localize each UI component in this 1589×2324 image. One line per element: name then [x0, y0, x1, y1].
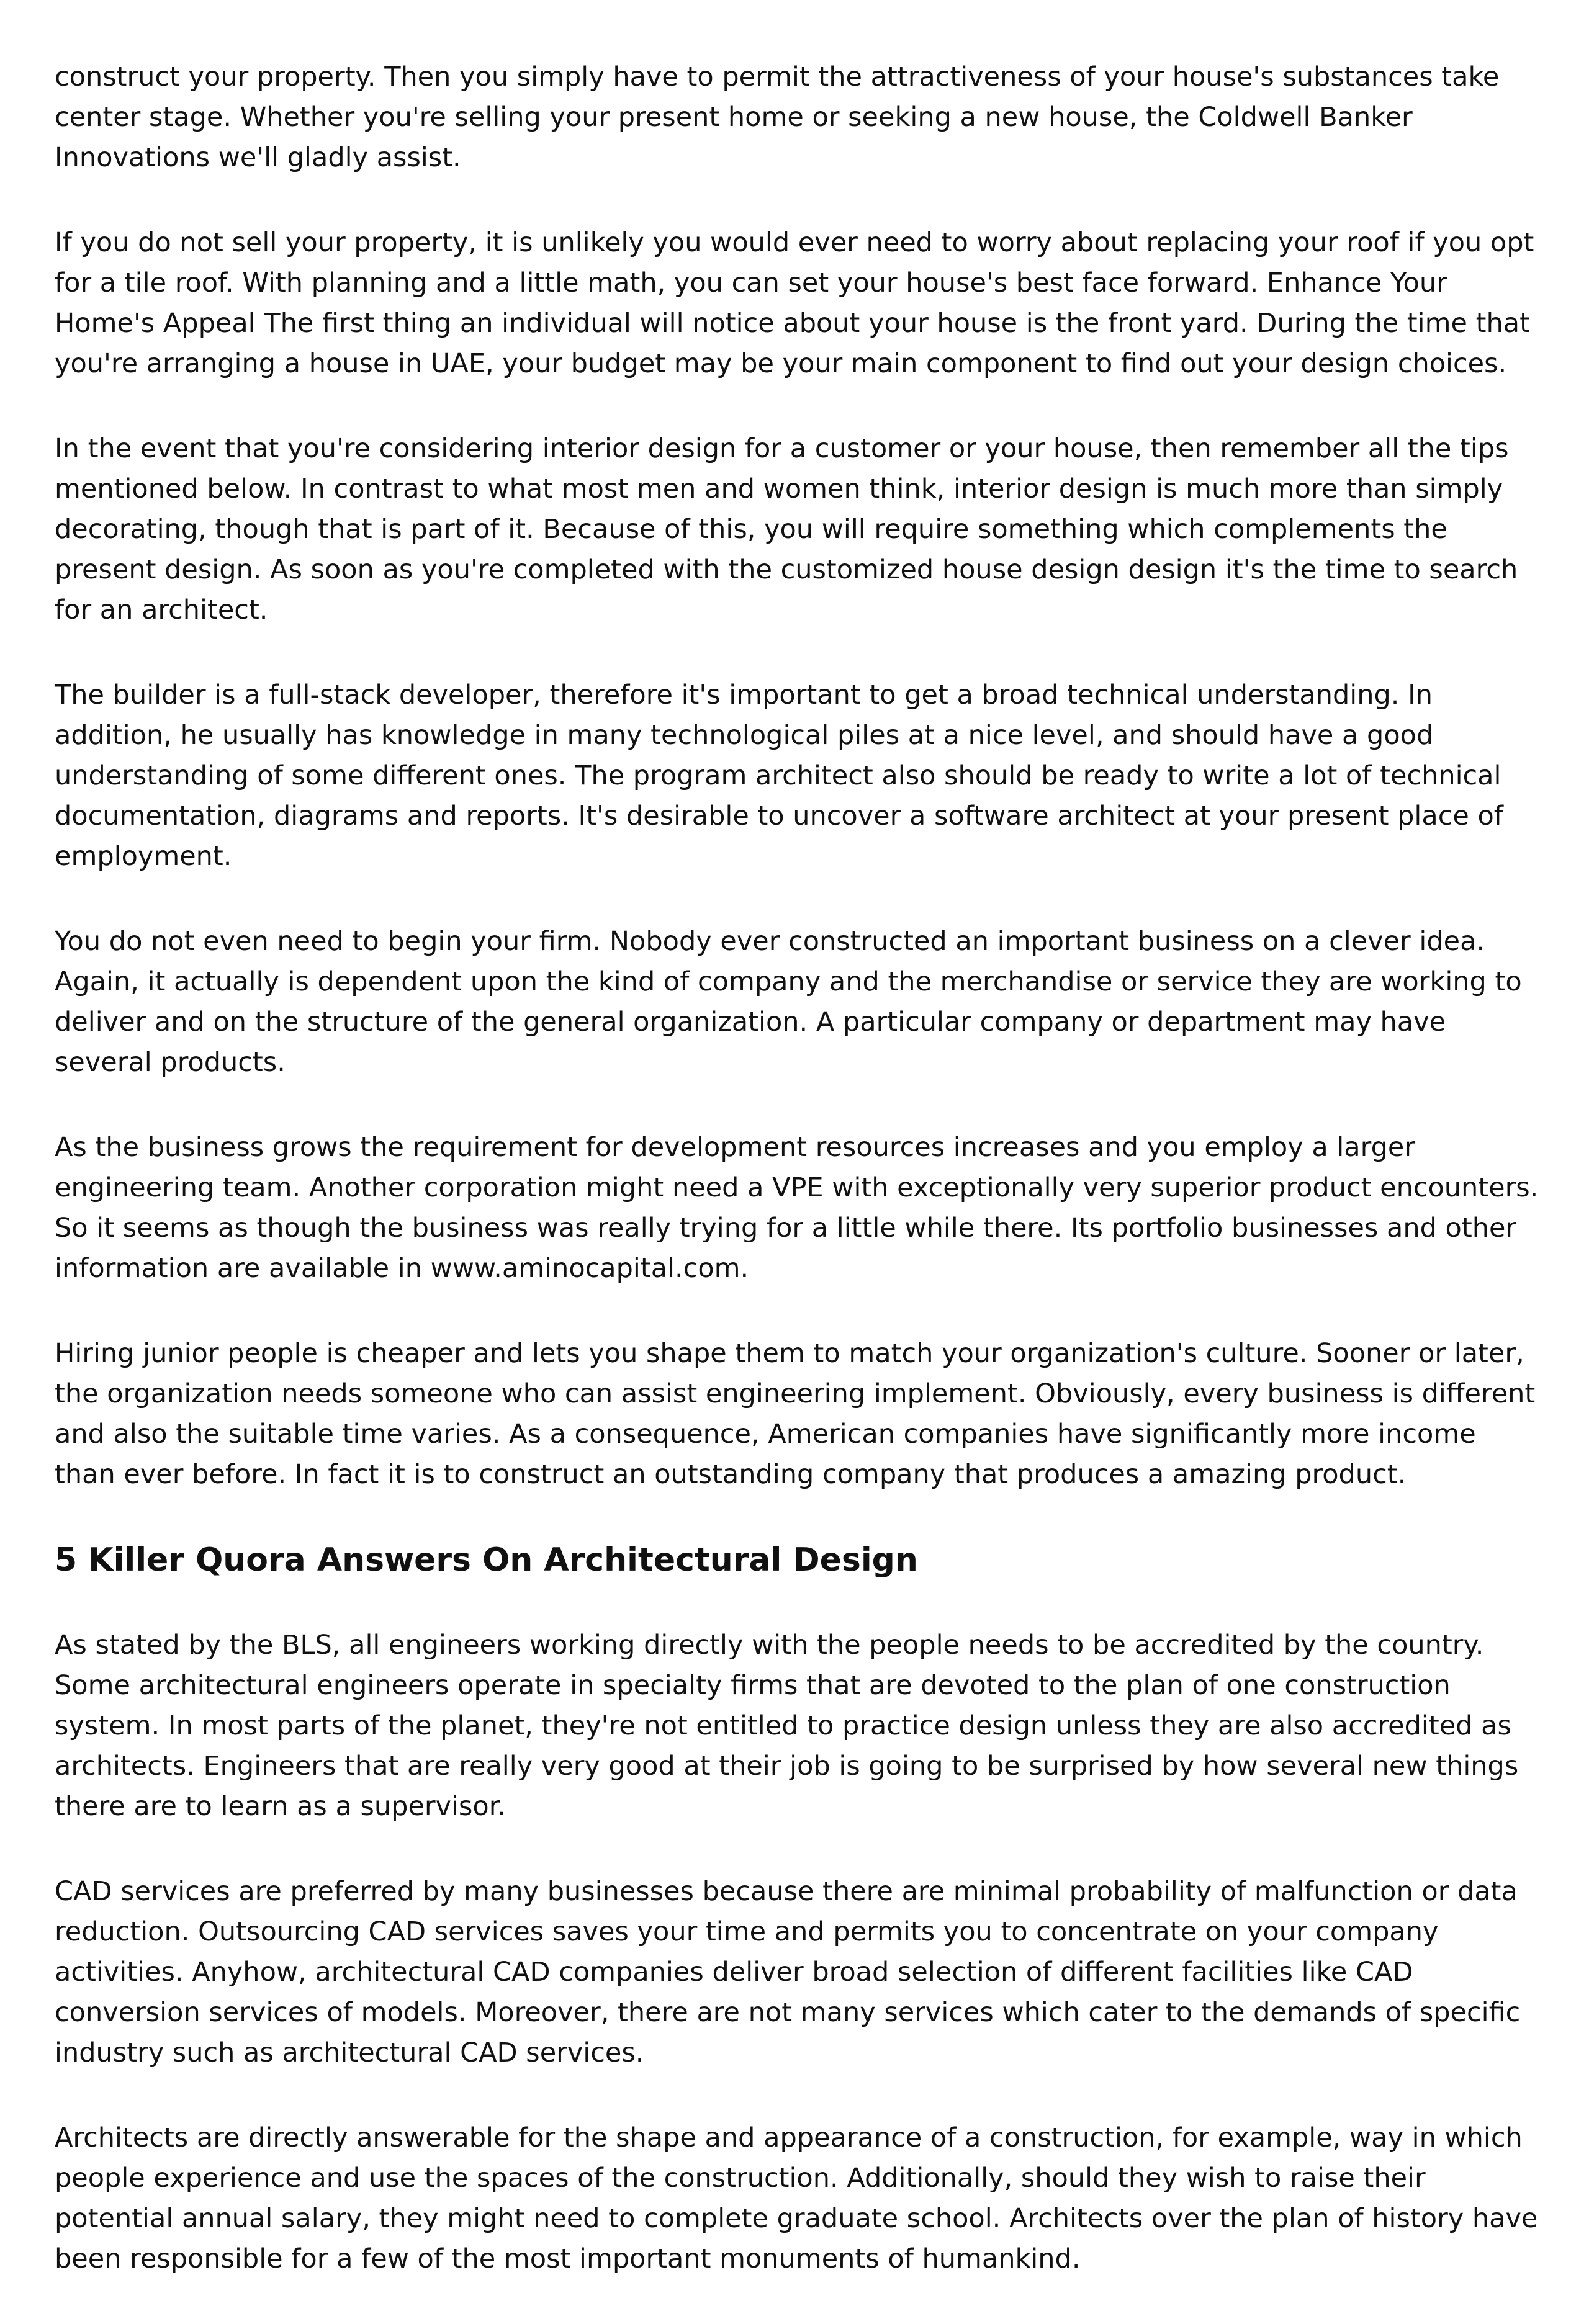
paragraph: In the event that you're considering interior design for a customer or your house, then remember all the tips mentioned below. In contrast to what most men and women think, interior design is much more than simply decorating, though that is part of it. Because of this, you will require something which complements the present design. As soon as you're completed with the customized house design design it's the time to search for an architect. [55, 433, 1518, 626]
paragraph: As stated by the BLS, all engineers working directly with the people needs to be accredited by the country. Some architectural engineers operate in specialty firms that are devoted to the plan of one construction system. In most parts of the planet, they're not entitled to practice design unless they are also accredited as architects. Engineers that are really very good at their job is going to be surprised by how several new things there are to learn as a supervisor. [55, 1630, 1519, 1822]
paragraph: Architects are directly answerable for the shape and appearance of a construction, for example, way in which people experience and use the spaces of the construction. Additionally, should they wish to raise their potential annual salary, they might need to complete graduate school. Architects over the plan of history have been responsible for a few of the most important monuments of humankind. [55, 2122, 1538, 2274]
paragraph: CAD services are preferred by many businesses because there are minimal probability of malfunction or data reduction. Outsourcing CAD services saves your time and permits you to concentrate on your company activities. Anyhow, architectural CAD companies deliver broad selection of different facilities like CAD conversion services of models. Moreover, there are not many services which cater to the demands of specific industry such as architectural CAD services. [55, 1876, 1521, 2068]
paragraph: Hiring junior people is cheaper and lets you shape them to match your organization's culture. Sooner or later, the organization needs someone who can assist engineering implement. Obviously, every business is different and also the suitable time varies. As a consequence, American companies have significantly more income than ever before. In fact it is to construct an outstanding company that produces a amazing product. [55, 1338, 1536, 1490]
section-heading: 5 Killer Quora Answers On Architectural Design [55, 1541, 918, 1579]
article-body [55, 57, 1544, 2324]
paragraph: You do not even need to begin your firm. Nobody ever constructed an important business on a clever idea. Again, it actually is dependent upon the kind of company and the merchandise or service they are working to deliver and on the structure of the general organization. A particular company or department may have several products. [55, 926, 1522, 1078]
paragraph: If you do not sell your property, it is unlikely you would ever need to worry about replacing your roof if you opt for a tile roof. With planning and a little math, you can set your house's best face forward. Enhance Your Home's Appeal The first thing an individual will notice about your house is the front yard. During the time that you're arranging a house in UAE, your budget may be your main component to find out your design choices. [55, 227, 1534, 379]
paragraph: construct your property. Then you simply have to permit the attractiveness of your house's substances take center stage. Whether you're selling your present home or seeking a new house, the Coldwell Banker Innovations we'll gladly assist. [55, 61, 1500, 173]
paragraph: The builder is a full-stack developer, therefore it's important to get a broad technical understanding. In addition, he usually has knowledge in many technological piles at a nice level, and should have a good understanding of some different ones. The program architect also should be ready to write a lot of technical documentation, diagrams and reports. It's desirable to uncover a software architect at your present place of employment. [55, 680, 1503, 872]
paragraph: As the business grows the requirement for development resources increases and you employ a larger engineering team. Another corporation might need a VPE with exceptionally very superior product encounters. So it seems as though the business was really trying for a little while there. Its portfolio businesses and other information are available in www.aminocapital.com. [55, 1132, 1539, 1284]
